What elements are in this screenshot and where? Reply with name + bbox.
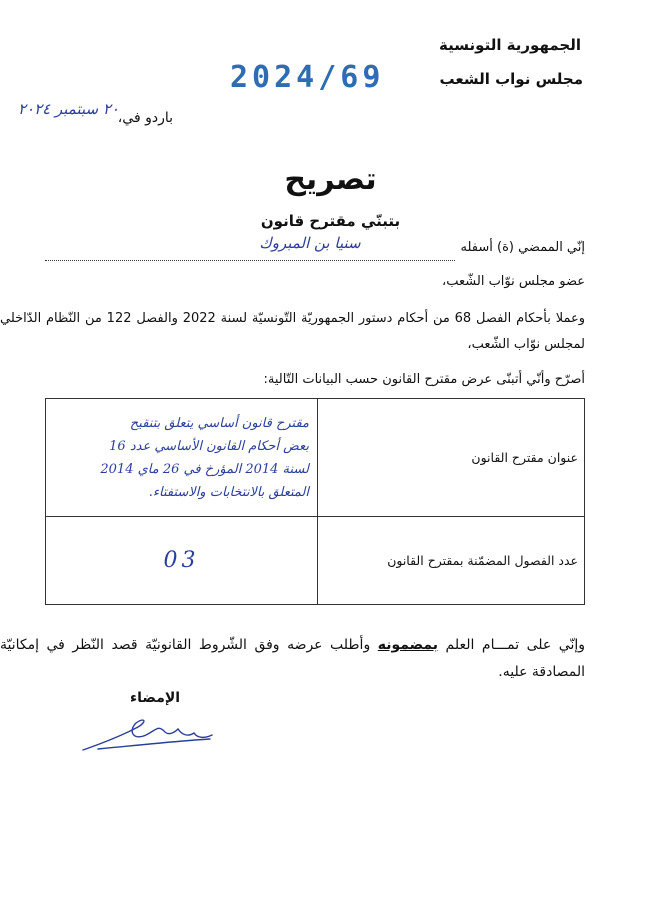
closing-text-start: وإنّي على تمـــام العلم xyxy=(438,637,585,653)
bill-title-line: لسنة 2014 المؤرخ في 26 ماي 2014 xyxy=(100,461,309,477)
bill-title-line: المتعلق بالانتخابات والاستفتاء. xyxy=(148,484,309,500)
bill-title-line: بعض أحكام القانون الأساسي عدد 16 xyxy=(109,438,309,454)
bill-title-value xyxy=(46,399,318,517)
document-title: تصريح xyxy=(284,162,377,197)
article-count-value xyxy=(46,517,318,605)
place-label: باردو في، xyxy=(117,110,173,126)
signature-label: الإمضاء xyxy=(130,690,181,706)
bill-details-table xyxy=(45,398,585,605)
bill-title-label: عنوان مقترح القانون xyxy=(318,399,585,517)
article-count-label: عدد الفصول المضمّنة بمقترح القانون xyxy=(318,517,585,605)
declarant-intro: إنّي الممضي (ة) أسفله xyxy=(460,240,585,255)
closing-text-end: وأطلب عرضه وفق الشّروط القانونيّة قصد النّظر في إمكانيّة المصادقة عليه. xyxy=(0,637,585,680)
table-row xyxy=(46,399,585,517)
handwritten-date: ٢٠ سبتمبر ٢٠٢٤ xyxy=(18,100,119,118)
declaration-line: أصرّح وأنّي أتبنّى عرض مقترح القانون حسب البيانات التّالية: xyxy=(263,372,585,387)
assembly-name: مجلس نواب الشعب xyxy=(439,70,583,88)
legal-basis-paragraph: وعملا بأحكام الفصل 68 من أحكام دستور الجمهوريّة التّونسيّة لسنة 2022 والفصل 122 من النّظام الدّاخلي لمجلس نوّاب الشّعب، xyxy=(0,311,586,352)
article-count-number: 03 xyxy=(163,548,200,573)
reference-stamp: 2024/69 xyxy=(230,60,385,95)
closing-emphasis: بمضمونه xyxy=(377,637,439,653)
signature-scribble xyxy=(78,705,218,760)
table-row xyxy=(46,517,585,605)
declarant-role: عضو مجلس نوّاب الشّعب، xyxy=(442,274,585,289)
handwritten-signer-name: سنيا بن المبروك xyxy=(259,234,361,252)
republic-name: الجمهورية التونسية xyxy=(439,36,581,54)
document-subtitle: بتبنّي مقترح قانون xyxy=(260,212,401,230)
bill-title-line: مقترح قانون أساسي يتعلق بتنقيح xyxy=(129,415,309,431)
closing-paragraph xyxy=(0,632,585,686)
